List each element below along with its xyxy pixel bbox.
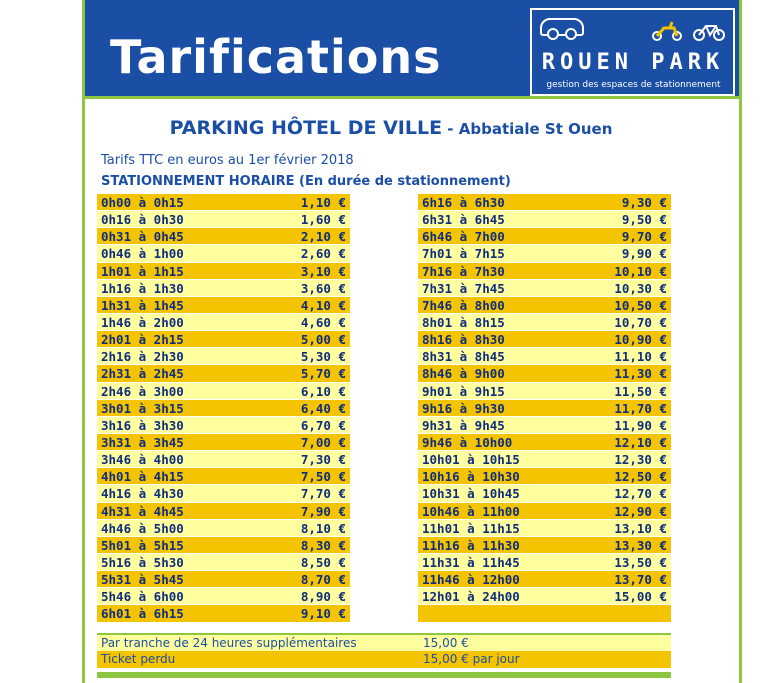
tariff-price: 6,70 € (300, 417, 346, 433)
tariff-row (418, 588, 671, 605)
tariff-price: 7,00 € (300, 434, 346, 450)
tariff-duration: 1h01 à 1h15 (101, 263, 184, 279)
tariff-duration: 11h16 à 11h30 (422, 537, 520, 553)
tariff-duration: 10h46 à 11h00 (422, 503, 520, 519)
tariff-duration: 3h31 à 3h45 (101, 434, 184, 450)
tariff-row (97, 571, 350, 588)
tariff-duration: 7h01 à 7h15 (422, 246, 505, 262)
tariff-price: 4,60 € (300, 314, 346, 330)
tariff-row (418, 263, 671, 280)
tariff-duration: 1h31 à 1h45 (101, 297, 184, 313)
tariff-price: 7,30 € (300, 452, 346, 468)
tariff-price: 9,70 € (621, 229, 667, 245)
tariff-price: 1,60 € (300, 212, 346, 228)
tariff-price: 10,30 € (614, 280, 667, 296)
tariff-duration: 8h01 à 8h15 (422, 314, 505, 330)
tariff-price: 11,70 € (614, 400, 667, 416)
tariff-price: 13,70 € (614, 572, 667, 588)
tariff-row (418, 365, 671, 382)
tariff-row (97, 365, 350, 382)
tariff-price: 12,50 € (614, 469, 667, 485)
tariff-price: 8,10 € (300, 520, 346, 536)
tariff-price: 9,10 € (300, 606, 346, 622)
tariff-duration: 6h46 à 7h00 (422, 229, 505, 245)
bicycle-icon (692, 18, 726, 42)
tariff-price: 10,90 € (614, 332, 667, 348)
extra-row-lost-ticket (97, 651, 671, 668)
tariff-duration: 0h00 à 0h15 (101, 195, 184, 210)
tariff-row (418, 314, 671, 331)
tariff-price: 5,00 € (300, 332, 346, 348)
rouen-park-logo (530, 8, 735, 96)
tariff-price: 3,60 € (300, 280, 346, 296)
tariff-duration: 8h46 à 9h00 (422, 366, 505, 382)
tariff-price: 5,30 € (300, 349, 346, 365)
tariff-duration: 11h46 à 12h00 (422, 572, 520, 588)
tariff-duration: 7h16 à 7h30 (422, 263, 505, 279)
tariff-duration: 10h31 à 10h45 (422, 486, 520, 502)
parking-name: PARKING HÔTEL DE VILLE (169, 117, 443, 139)
tariff-row (418, 194, 671, 211)
tariff-row (418, 280, 671, 297)
tariff-row (418, 451, 671, 468)
tariff-duration: 12h01 à 24h00 (422, 589, 520, 605)
tariff-row (418, 571, 671, 588)
tariff-duration: 0h46 à 1h00 (101, 246, 184, 262)
tariff-duration: 10h01 à 10h15 (422, 452, 520, 468)
tariff-duration: 2h01 à 2h15 (101, 332, 184, 348)
tariff-duration: 4h31 à 4h45 (101, 503, 184, 519)
tariff-duration: 9h46 à 10h00 (422, 434, 513, 450)
tarifs-date: Tarifs TTC en euros au 1er février 2018 (101, 153, 354, 168)
tariff-duration: 0h16 à 0h30 (101, 212, 184, 228)
tariff-row (418, 211, 671, 228)
tariff-price: 10,10 € (614, 263, 667, 279)
tariff-row (97, 280, 350, 297)
tariff-price: 12,30 € (614, 452, 667, 468)
tariff-row (97, 537, 350, 554)
tariff-price: 8,30 € (300, 537, 346, 553)
tariff-price: 11,10 € (614, 349, 667, 365)
tariff-row (97, 245, 350, 262)
tariff-duration: 4h01 à 4h15 (101, 469, 184, 485)
tariff-price: 1,10 € (300, 195, 346, 210)
tariff-row (97, 383, 350, 400)
tariff-duration: 9h01 à 9h15 (422, 383, 505, 399)
tariff-duration: 5h16 à 5h30 (101, 554, 184, 570)
tariff-price: 15,00 € (614, 589, 667, 605)
tariff-price: 7,90 € (300, 503, 346, 519)
tariff-duration: 10h16 à 10h30 (422, 469, 520, 485)
tariff-price: 11,50 € (614, 383, 667, 399)
tariff-duration: 8h16 à 8h30 (422, 332, 505, 348)
scooter-icon (650, 18, 684, 42)
tariff-duration: 7h31 à 7h45 (422, 280, 505, 296)
tariff-price: 8,70 € (300, 572, 346, 588)
extra-value: 15,00 € par jour (423, 652, 520, 666)
extra-label: Ticket perdu (101, 652, 176, 666)
tariff-price: 7,50 € (300, 469, 346, 485)
tariff-row (418, 485, 671, 502)
tariff-price: 11,90 € (614, 417, 667, 433)
tariff-price: 8,50 € (300, 554, 346, 570)
tariff-row (97, 314, 350, 331)
car-icon (540, 18, 584, 36)
tariff-row (418, 348, 671, 365)
tariff-row (418, 400, 671, 417)
tariff-duration: 3h01 à 3h15 (101, 400, 184, 416)
tariff-price: 13,10 € (614, 520, 667, 536)
tariff-row (97, 400, 350, 417)
tariff-row (97, 520, 350, 537)
tariff-row (418, 554, 671, 571)
extra-value: 15,00 € (423, 636, 469, 650)
tariff-price: 13,50 € (614, 554, 667, 570)
tariff-duration: 3h46 à 4h00 (101, 452, 184, 468)
tariff-price: 10,70 € (614, 314, 667, 330)
tariff-row (418, 503, 671, 520)
tariff-duration: 9h16 à 9h30 (422, 400, 505, 416)
tariff-row (97, 554, 350, 571)
tariff-duration: 8h31 à 8h45 (422, 349, 505, 365)
tariff-duration: 11h01 à 11h15 (422, 520, 520, 536)
tariff-duration: 2h46 à 3h00 (101, 383, 184, 399)
bottom-divider (97, 672, 671, 678)
tariff-price: 6,10 € (300, 383, 346, 399)
tariff-row (418, 417, 671, 434)
tariff-column-right (418, 194, 671, 623)
tariff-row (97, 211, 350, 228)
tariff-duration: 6h01 à 6h15 (101, 606, 184, 622)
tariff-duration: 6h16 à 6h30 (422, 195, 505, 210)
tariff-row (97, 228, 350, 245)
page-title: Tarifications (110, 30, 442, 84)
tariff-row (418, 245, 671, 262)
tariff-price: 12,70 € (614, 486, 667, 502)
tariff-duration: 1h46 à 2h00 (101, 314, 184, 330)
tariff-row (97, 468, 350, 485)
tariff-duration: 6h31 à 6h45 (422, 212, 505, 228)
tariff-row (418, 468, 671, 485)
section-title: STATIONNEMENT HORAIRE (En durée de stationnement) (101, 174, 511, 189)
tariff-duration: 1h16 à 1h30 (101, 280, 184, 296)
tariff-row (97, 434, 350, 451)
tariff-price: 8,90 € (300, 589, 346, 605)
tariff-price: 13,30 € (614, 537, 667, 553)
tariff-duration: 5h01 à 5h15 (101, 537, 184, 553)
tariff-row (418, 605, 671, 622)
tariff-row (97, 297, 350, 314)
tariff-price: 10,50 € (614, 297, 667, 313)
tariff-column-left (97, 194, 350, 623)
tariff-row (418, 383, 671, 400)
tariff-row (97, 331, 350, 348)
parking-separator: - (442, 120, 459, 138)
logo-tagline: gestion des espaces de stationnement (546, 80, 721, 90)
tariff-duration: 4h46 à 5h00 (101, 520, 184, 536)
tariff-row (418, 537, 671, 554)
tariff-row (97, 417, 350, 434)
tariff-price: 9,30 € (621, 195, 667, 210)
logo-wordmark: ROUEN PARK (541, 50, 725, 75)
tariff-row (418, 331, 671, 348)
tariff-price: 6,40 € (300, 400, 346, 416)
tariff-duration: 0h31 à 0h45 (101, 229, 184, 245)
tariff-price: 4,10 € (300, 297, 346, 313)
tariff-row (418, 228, 671, 245)
tariff-duration: 2h31 à 2h45 (101, 366, 184, 382)
parking-location: Abbatiale St Ouen (458, 120, 613, 138)
tariff-duration: 2h16 à 2h30 (101, 349, 184, 365)
tariff-price: 11,30 € (614, 366, 667, 382)
tariff-row (418, 297, 671, 314)
extra-label: Par tranche de 24 heures supplémentaires (101, 636, 357, 650)
tariff-price: 12,10 € (614, 434, 667, 450)
tariff-price: 9,90 € (621, 246, 667, 262)
tariff-price: 5,70 € (300, 366, 346, 382)
tariff-duration: 5h46 à 6h00 (101, 589, 184, 605)
tariff-row (418, 520, 671, 537)
tariff-price: 2,60 € (300, 246, 346, 262)
extra-row-24h (97, 633, 671, 652)
tariff-row (97, 348, 350, 365)
tariff-duration: 4h16 à 4h30 (101, 486, 184, 502)
tariff-price: 3,10 € (300, 263, 346, 279)
tariff-row (97, 485, 350, 502)
tariff-row (97, 588, 350, 605)
tariff-price: 2,10 € (300, 229, 346, 245)
tariff-price: 12,90 € (614, 503, 667, 519)
tariff-row (97, 263, 350, 280)
tariff-duration: 9h31 à 9h45 (422, 417, 505, 433)
tariff-row (97, 503, 350, 520)
tariff-row (418, 434, 671, 451)
tariff-price: 9,50 € (621, 212, 667, 228)
parking-heading (0, 117, 782, 139)
tariff-duration: 7h46 à 8h00 (422, 297, 505, 313)
tariff-row (97, 451, 350, 468)
tariff-price: 7,70 € (300, 486, 346, 502)
tariff-duration: 11h31 à 11h45 (422, 554, 520, 570)
tariff-duration: 5h31 à 5h45 (101, 572, 184, 588)
tariff-row (97, 605, 350, 622)
tariff-row (97, 194, 350, 211)
tariff-duration: 3h16 à 3h30 (101, 417, 184, 433)
